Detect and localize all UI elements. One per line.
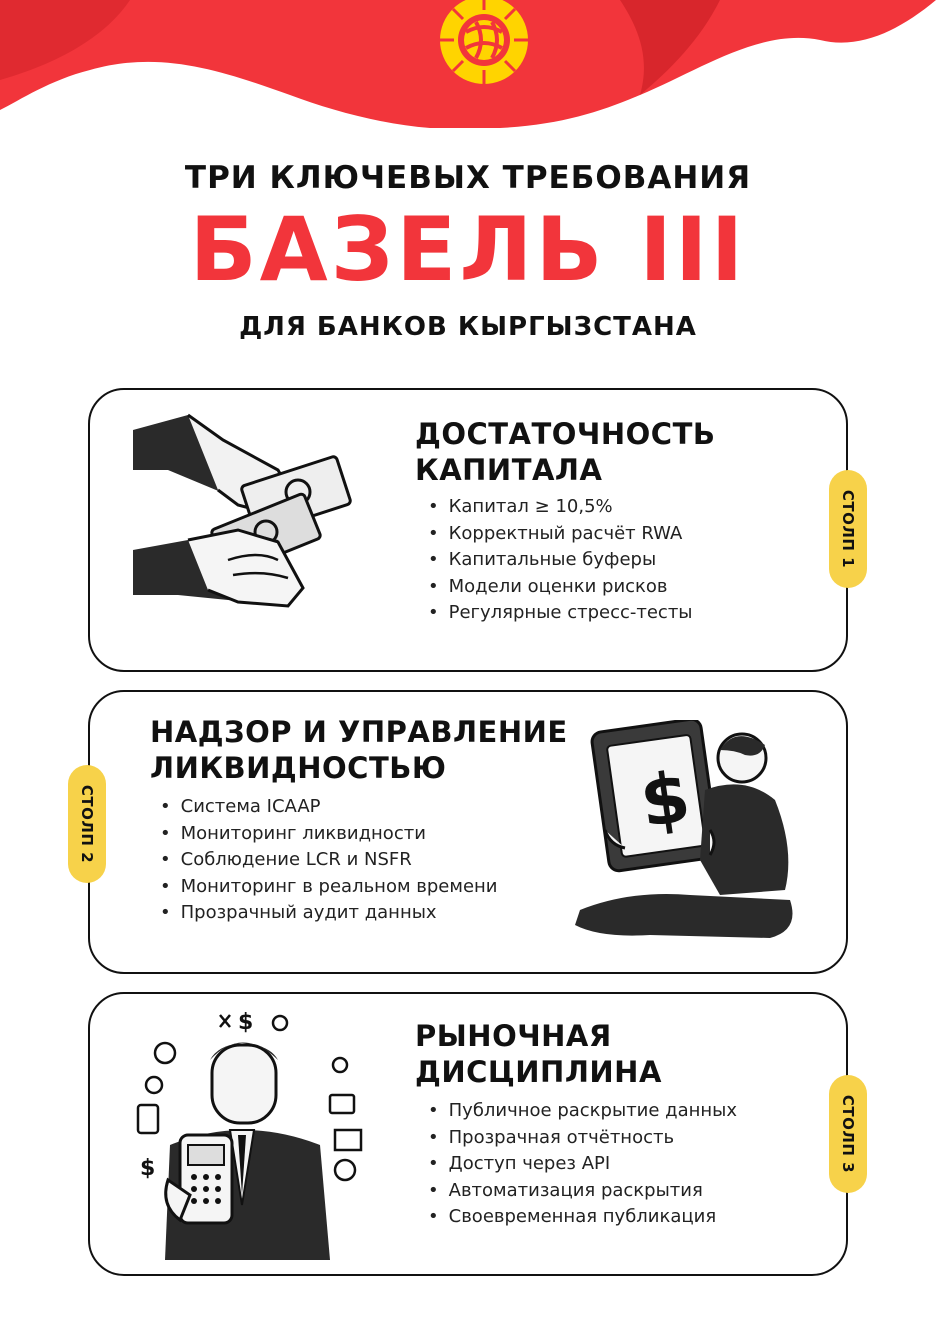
- pillar-tag-label: СТОЛП 3: [839, 1094, 858, 1174]
- title-main: БАЗЕЛЬ III: [189, 198, 747, 301]
- list-item: • Доступ через API: [428, 1151, 737, 1178]
- pillar-list: [160, 794, 498, 927]
- pillar-title-line2: КАПИТАЛА: [415, 453, 603, 487]
- list-item: • Мониторинг ликвидности: [160, 821, 498, 848]
- svg-text:$: $: [635, 755, 695, 844]
- pillar-title: [150, 714, 568, 786]
- list-item: • Автоматизация раскрытия: [428, 1178, 737, 1205]
- pillar-tag-label: СТОЛП 1: [839, 489, 858, 569]
- title-sub: ДЛЯ БАНКОВ КЫРГЫЗСТАНА: [239, 312, 697, 342]
- list-item: • Публичное раскрытие данных: [428, 1098, 737, 1125]
- list-item: • Прозрачная отчётность: [428, 1125, 737, 1152]
- list-item: • Соблюдение LCR и NSFR: [160, 847, 498, 874]
- list-item: • Капитальные буферы: [428, 547, 693, 574]
- list-item: • Регулярные стресс-тесты: [428, 600, 693, 627]
- title-top: ТРИ КЛЮЧЕВЫХ ТРЕБОВАНИЯ: [184, 160, 752, 196]
- pillar-list: [428, 1098, 737, 1231]
- list-item: • Своевременная публикация: [428, 1204, 737, 1231]
- money-exchange-hands-icon: [128, 410, 368, 620]
- pillar-title-line1: НАДЗОР И УПРАВЛЕНИЕ: [150, 715, 568, 749]
- pillar-tag-1: [829, 470, 867, 588]
- pillar-list: [428, 494, 693, 627]
- pillar-tag-3: [829, 1075, 867, 1193]
- sun-emblem-icon: [440, 0, 528, 84]
- pillar-title-line1: РЫНОЧНАЯ: [415, 1019, 612, 1053]
- list-item: • Капитал ≥ 10,5%: [428, 494, 693, 521]
- kyrgyz-flag-banner: [0, 0, 936, 130]
- businessman-with-phone-icon: [130, 1005, 370, 1260]
- svg-text:$: $: [238, 1010, 254, 1035]
- list-item: • Система ICAAP: [160, 794, 498, 821]
- pillar-title-line2: ЛИКВИДНОСТЬЮ: [150, 751, 447, 785]
- list-item: • Корректный расчёт RWA: [428, 521, 693, 548]
- pillar-title-line2: ДИСЦИПЛИНА: [415, 1055, 662, 1089]
- pillar-title: [415, 1018, 662, 1090]
- pillar-title: [415, 416, 715, 488]
- list-item: • Мониторинг в реальном времени: [160, 874, 498, 901]
- svg-text:$: $: [140, 1156, 156, 1181]
- pillar-tag-2: [68, 765, 106, 883]
- pillar-tag-label: СТОЛП 2: [78, 784, 97, 864]
- list-item: • Модели оценки рисков: [428, 574, 693, 601]
- list-item: • Прозрачный аудит данных: [160, 900, 498, 927]
- pillar-title-line1: ДОСТАТОЧНОСТЬ: [415, 417, 716, 451]
- heading-block: [0, 160, 936, 342]
- person-with-tablet-icon: [570, 720, 806, 944]
